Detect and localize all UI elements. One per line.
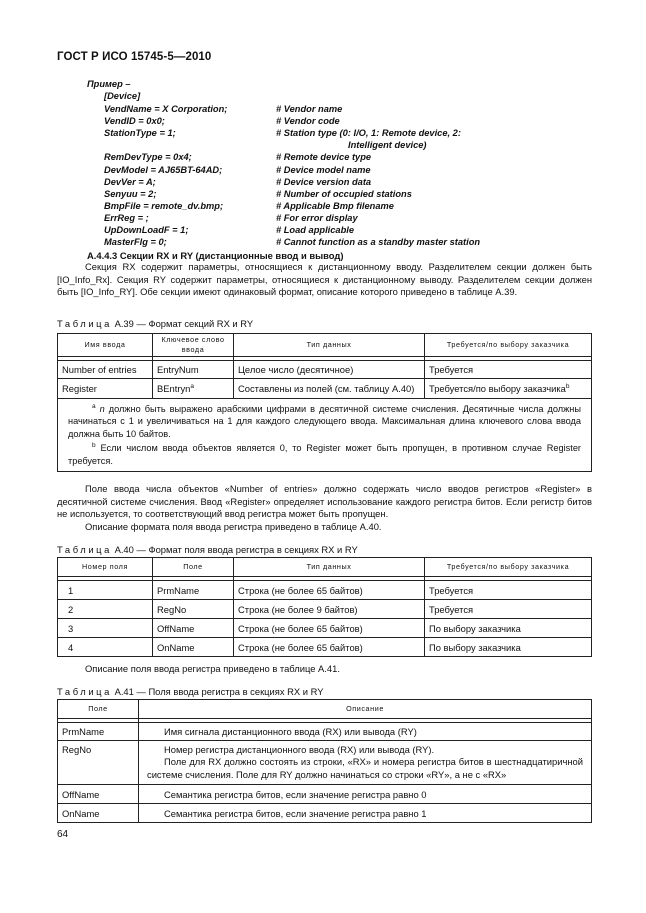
table-cell: RegNo bbox=[153, 600, 234, 619]
table39-note-b: $^b$ Если числом ввода объектов является 0, то Register может быть пропущен, в противном случае Register требуется. bbox=[68, 442, 581, 466]
table-row bbox=[58, 619, 592, 638]
table-cell: Требуется/по выбору заказчика$^b$ bbox=[425, 379, 592, 399]
example-comment: # Cannot function as a standby master station bbox=[276, 237, 481, 248]
table-cell: Register bbox=[58, 379, 153, 399]
table-cell: 4 bbox=[58, 638, 153, 657]
table40 bbox=[57, 557, 592, 657]
paragraph-intro: Секция RX содержит параметры, относящиеся к дистанционному вводу. Разделителем секции должен быть [IO_Info_Rx]. Секция RY содержит параметры, относящиеся к дистанционному выводу. Разделителем секции должен быть [IO_Info_RY]. Обе секции имеют одинаковый формат, описание которого приведено в таблице A.39. bbox=[57, 261, 592, 298]
example-key: ErrReg = ; bbox=[104, 212, 149, 223]
table-row bbox=[58, 600, 592, 619]
table-cell: Строка (не более 9 байтов) bbox=[234, 600, 425, 619]
table-row bbox=[58, 804, 592, 823]
table-cell: BEntryn$^a$ bbox=[153, 379, 234, 399]
table-cell: По выбору заказчика bbox=[425, 619, 592, 638]
table-cell: Строка (не более 65 байтов) bbox=[234, 619, 425, 638]
example-comment: Intelligent device) bbox=[348, 140, 427, 151]
table-cell: Требуется bbox=[425, 600, 592, 619]
example-key: Senyuu = 2; bbox=[104, 188, 157, 199]
example-key: DevModel = AJ65BT-64AD; bbox=[104, 164, 223, 175]
table-cell: 3 bbox=[58, 619, 153, 638]
table-cell: Целое число (десятичное) bbox=[234, 361, 425, 379]
example-comment: # Remote device type bbox=[276, 152, 372, 163]
example-key: BmpFile = remote_dv.bmp; bbox=[104, 200, 224, 211]
example-key: UpDownLoadF = 1; bbox=[104, 225, 189, 235]
section-heading: A.4.4.3 Секции RX и RY (дистанционные ввод и вывод) bbox=[87, 250, 344, 261]
example-comment: # Number of occupied stations bbox=[276, 188, 412, 199]
table-row bbox=[58, 379, 592, 399]
paragraph-table40-ref: Описание формата поля ввода регистра приведено в таблице A.40. bbox=[85, 521, 382, 532]
table39-caption: Таблица A.39 — Формат секций RX и RY bbox=[57, 318, 254, 329]
table40-header: Требуется/по выбору заказчика bbox=[425, 558, 592, 577]
paragraph-entries: Поле ввода числа объектов «Number of entries» должно содержать число вводов регистров «Register» в десятичной системе счисления. Ввод «Register» определяет использование каждого регистра битов. Если регистр битов не используется, то соответствующий ввод регистра может быть пропущен. bbox=[57, 483, 592, 520]
table-cell: Требуется bbox=[425, 361, 592, 379]
table-cell: RegNo bbox=[58, 741, 139, 785]
example-comment: # Device model name bbox=[276, 164, 371, 175]
table-cell: OffName bbox=[58, 785, 139, 804]
table-cell: Number of entries bbox=[58, 361, 153, 379]
example-section: [Device] bbox=[104, 91, 141, 101]
table-cell: EntryNum bbox=[153, 361, 234, 379]
table40-header: Тип данных bbox=[234, 558, 425, 577]
table-cell: Семантика регистра битов, если значение регистра равно 0 bbox=[139, 785, 592, 804]
example-comment: # Station type (0: I/O, 1: Remote device, 2: bbox=[276, 128, 461, 139]
table-cell: Номер регистра дистанционного ввода (RX) или вывода (RY). Поле для RX должно состоять из строки, «RX» и номера регистра битов в шестнадцатиричной системе счисления. Поле для RY должно начинаться со строки «RY», а не с «RX» bbox=[139, 741, 592, 785]
table40-header: Номер поля bbox=[58, 558, 153, 577]
table-cell: Требуется bbox=[425, 581, 592, 600]
table-cell: OffName bbox=[153, 619, 234, 638]
table-row bbox=[58, 785, 592, 804]
example-comment: # Applicable Bmp filename bbox=[276, 200, 394, 211]
table-cell: PrmName bbox=[153, 581, 234, 600]
example-comment: # Vendor code bbox=[276, 116, 340, 127]
table-cell: Строка (не более 65 байтов) bbox=[234, 581, 425, 600]
page-number: 64 bbox=[57, 829, 69, 840]
table-row bbox=[58, 741, 592, 785]
table39-header: Ключевое слово ввода bbox=[153, 334, 234, 357]
table39-header: Тип данных bbox=[234, 334, 425, 357]
table-row bbox=[58, 638, 592, 657]
table39-header: Имя ввода bbox=[58, 334, 153, 357]
table-cell: По выбору заказчика bbox=[425, 638, 592, 657]
table41 bbox=[57, 699, 592, 823]
table40-header: Поле bbox=[153, 558, 234, 577]
table-cell: 2 bbox=[58, 600, 153, 619]
table-cell: Строка (не более 65 байтов) bbox=[234, 638, 425, 657]
example-key: StationType = 1; bbox=[104, 128, 176, 139]
table-cell: OnName bbox=[58, 804, 139, 823]
table41-caption: Таблица A.41 — Поля ввода регистра в секциях RX и RY bbox=[57, 686, 324, 697]
example-heading: Пример – bbox=[87, 79, 131, 89]
paragraph-table41-ref: Описание поля ввода регистра приведено в таблице A.41. bbox=[85, 663, 340, 674]
table-row bbox=[58, 581, 592, 600]
table-cell: OnName bbox=[153, 638, 234, 657]
example-key: RemDevType = 0x4; bbox=[104, 152, 192, 163]
example-comment: # Device version data bbox=[276, 176, 372, 187]
table40-caption: Таблица A.40 — Формат поля ввода регистра в секциях RX и RY bbox=[57, 544, 358, 555]
table-row bbox=[58, 361, 592, 379]
example-key: VendID = 0x0; bbox=[104, 116, 165, 127]
table-row bbox=[58, 723, 592, 741]
table39 bbox=[57, 333, 592, 472]
table-cell: Составлены из полей (см. таблицу A.40) bbox=[234, 379, 425, 399]
example-key: MasterFlg = 0; bbox=[104, 237, 167, 248]
example-comment: # For error display bbox=[276, 212, 358, 223]
document-header: ГОСТ Р ИСО 15745-5—2010 bbox=[57, 51, 212, 63]
table-cell: 1 bbox=[58, 581, 153, 600]
table-cell: PrmName bbox=[58, 723, 139, 741]
table41-header: Описание bbox=[139, 700, 592, 719]
example-comment: # Load applicable bbox=[276, 225, 355, 235]
table-cell: Семантика регистра битов, если значение регистра равно 1 bbox=[139, 804, 592, 823]
example-comment: # Vendor name bbox=[276, 104, 343, 114]
table41-header: Поле bbox=[58, 700, 139, 719]
example-key: VendName = X Corporation; bbox=[104, 104, 228, 114]
example-key: DevVer = A; bbox=[104, 176, 156, 187]
table39-note-a: $^a$ n должно быть выражено арабскими цифрами в десятичной системе счисления. Десятичные числа должны начинаться с 1 и увеличиваться на 1 для каждого следующего ввода. Максимальная длина ключевого слова ввода должна быть 10 байтов. bbox=[68, 403, 581, 439]
table39-header: Требуется/по выбору заказчика bbox=[425, 334, 592, 357]
table-cell: Имя сигнала дистанционного ввода (RX) или вывода (RY) bbox=[139, 723, 592, 741]
table39-notes bbox=[58, 399, 592, 472]
